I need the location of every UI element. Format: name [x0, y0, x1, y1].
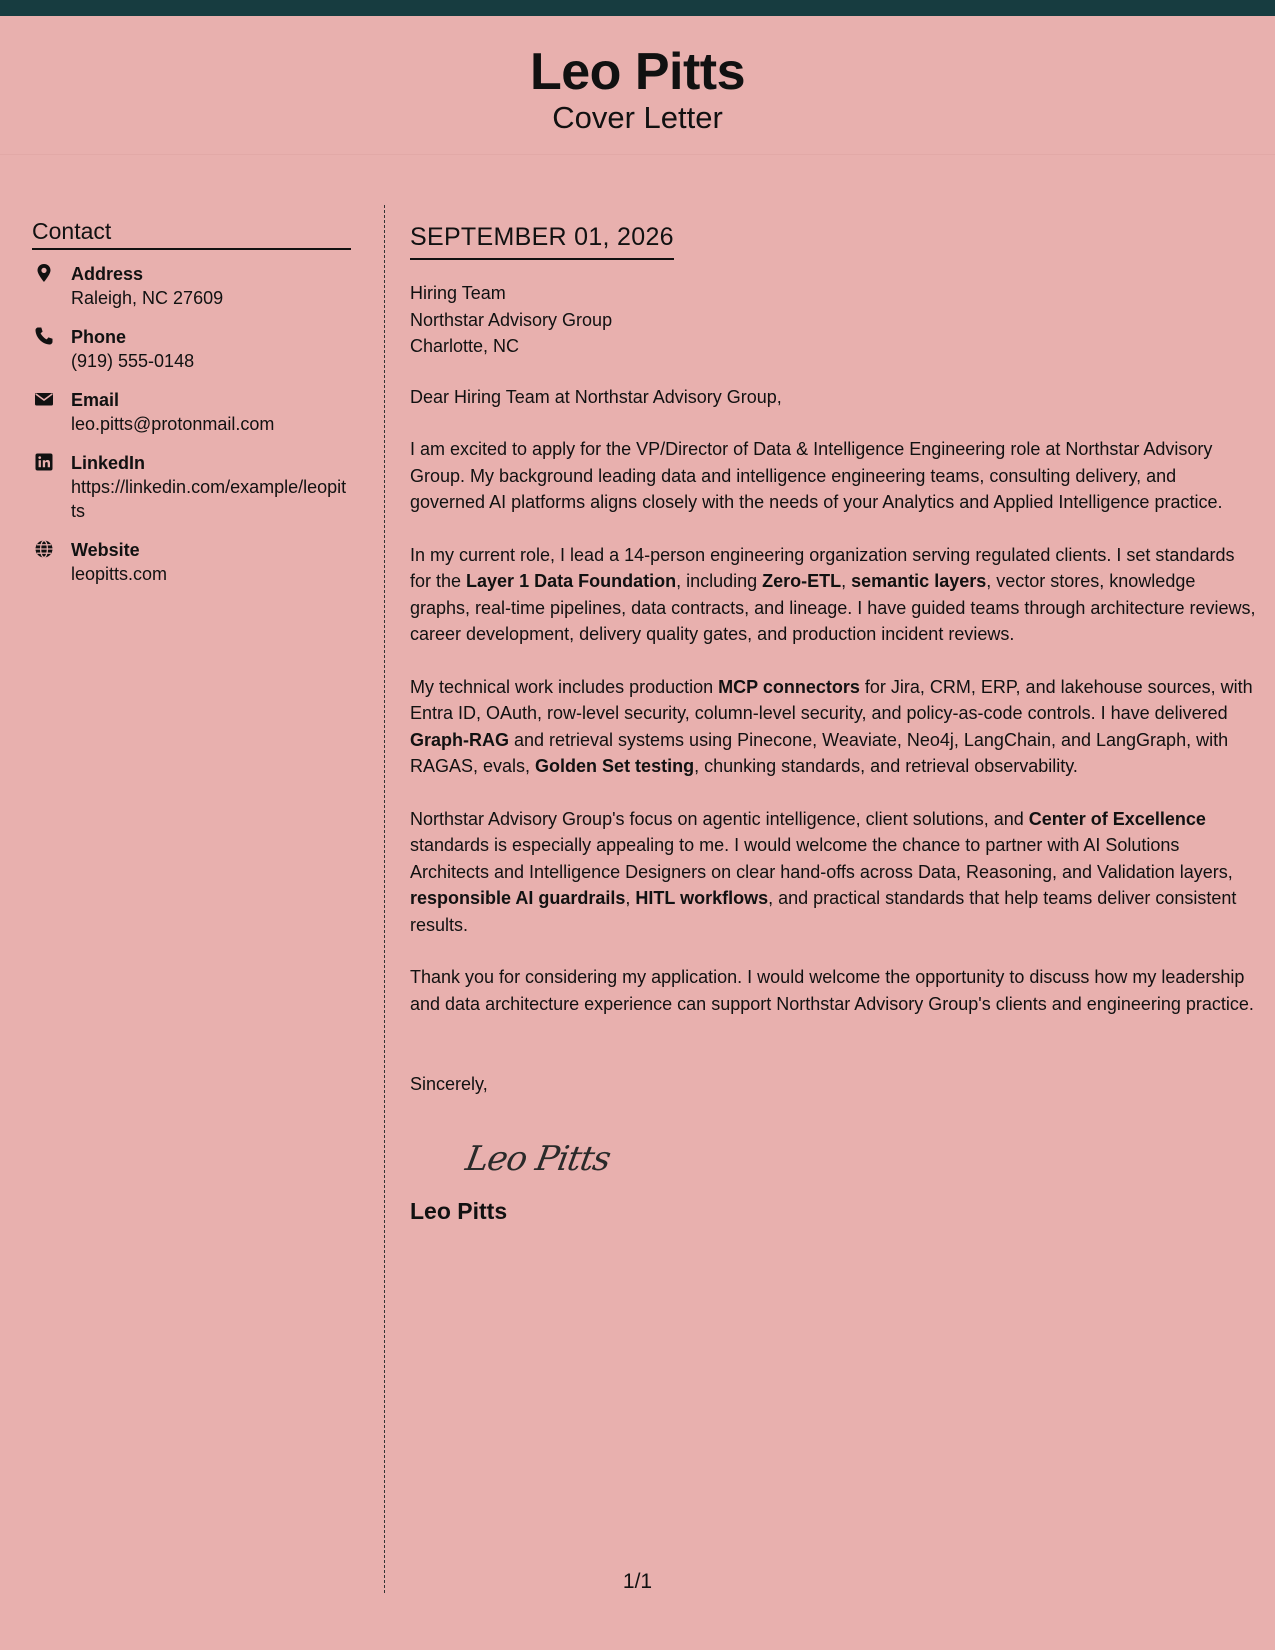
contact-phone [32, 325, 351, 373]
paragraph-text: , and practical standards that help teams deliver consistent results. [410, 888, 1237, 935]
emphasis-text: Center of Excellence [1028, 808, 1206, 829]
contact-label: Phone [71, 327, 127, 347]
contact-value: (919) 555-0148 [71, 351, 195, 371]
contact-website [32, 538, 351, 586]
email-icon [34, 389, 54, 409]
letter-date: SEPTEMBER 01, 2026 [410, 222, 674, 260]
contact-email [32, 388, 351, 436]
page-header [0, 16, 1275, 155]
contact-label: Website [71, 540, 140, 560]
letter-paragraph [410, 964, 1256, 1017]
emphasis-text: Graph-RAG [410, 729, 509, 750]
top-bar [0, 0, 1275, 16]
contact-value: leo.pitts@protonmail.com [71, 414, 275, 434]
paragraph-text: for Jira, CRM, ERP, and lakehouse sources, with Entra ID, OAuth, row-level security, column-level security, and policy-as-code controls. I have delivered [410, 676, 1253, 723]
emphasis-text: Zero-ETL [762, 571, 842, 591]
recipient-line: Northstar Advisory Group [410, 309, 613, 330]
closing: Sincerely, [410, 1074, 488, 1094]
contact-sidebar [32, 218, 351, 601]
paragraph-text: , [625, 888, 636, 908]
signer-name: Leo Pitts [410, 1197, 508, 1224]
recipient-block [410, 280, 1256, 360]
paragraph-text: , vector stores, knowledge graphs, real-time pipelines, data contracts, and lineage. I have guided teams through architecture reviews, career development, delivery quality gates, and production incident reviews. [410, 571, 1256, 644]
column-divider [384, 205, 385, 1593]
signature-image [460, 1126, 630, 1186]
contact-label: LinkedIn [71, 453, 146, 473]
applicant-name: Leo Pitts [529, 43, 746, 101]
emphasis-text: MCP connectors [718, 676, 860, 697]
letter-paragraphs [410, 436, 1256, 1017]
recipient-line: Hiring Team [410, 283, 506, 303]
document-subtitle: Cover Letter [552, 100, 723, 136]
emphasis-text: Golden Set testing [535, 756, 695, 776]
letter-paragraph [410, 436, 1256, 516]
recipient-line: Charlotte, NC [410, 336, 520, 356]
svg-text:Leo Pitts: Leo Pitts [462, 1138, 614, 1179]
linkedin-link[interactable]: https://linkedin.com/example/leopitts [71, 477, 347, 521]
contact-value: Raleigh, NC 27609 [71, 288, 224, 308]
paragraph-text: My technical work includes production [410, 676, 719, 697]
letter-paragraph [410, 806, 1256, 939]
phone-icon [34, 326, 54, 346]
linkedin-icon [34, 452, 54, 472]
letter-body [410, 222, 1256, 1224]
emphasis-text: semantic layers [851, 571, 987, 591]
paragraph-text: I am excited to apply for the VP/Director of Data & Intelligence Engineering role at Northstar Advisory Group. My background leading data and intelligence engineering teams, consulting delivery, and governed AI platforms aligns closely with the needs of your Analytics and Applied Intelligence practice. [410, 439, 1223, 512]
signature [460, 1126, 1256, 1186]
paragraph-text: , including [676, 571, 763, 591]
paragraph-text: standards is especially appealing to me. I would welcome the chance to partner with AI Solutions Architects and Intelligence Designers on clear hand-offs across Data, Reasoning, and Validation layers, [410, 835, 1233, 882]
emphasis-text: HITL workflows [635, 888, 769, 908]
letter-paragraph [410, 674, 1256, 780]
paragraph-text: , [841, 571, 852, 591]
contact-label: Address [71, 264, 144, 284]
paragraph-text: Thank you for considering my application. I would welcome the opportunity to discuss how my leadership and data architecture experience can support Northstar Advisory Group's clients and engineering practice. [410, 967, 1254, 1014]
website-link[interactable]: leopitts.com [71, 564, 168, 584]
paragraph-text: Northstar Advisory Group's focus on agentic intelligence, client solutions, and [410, 808, 1029, 829]
paragraph-text: In my current role, I lead a 14-person engineering organization serving regulated clients. I set standards for the [410, 544, 1235, 591]
contact-label: Email [71, 390, 120, 410]
emphasis-text: Layer 1 Data Foundation [466, 571, 677, 591]
contact-linkedin [32, 451, 351, 523]
page-number: 1/1 [622, 1570, 653, 1593]
salutation: Dear Hiring Team at Northstar Advisory Group, [410, 386, 782, 407]
emphasis-text: responsible AI guardrails [410, 888, 626, 908]
map-pin-icon [34, 263, 54, 283]
letter-paragraph [410, 542, 1256, 648]
globe-icon [34, 539, 54, 559]
paragraph-text: , chunking standards, and retrieval observability. [694, 756, 1078, 776]
contact-address [32, 262, 351, 310]
contact-heading: Contact [32, 218, 351, 250]
paragraph-text: and retrieval systems using Pinecone, Weaviate, Neo4j, LangChain, and LangGraph, with RAGAS, evals, [410, 729, 1229, 776]
